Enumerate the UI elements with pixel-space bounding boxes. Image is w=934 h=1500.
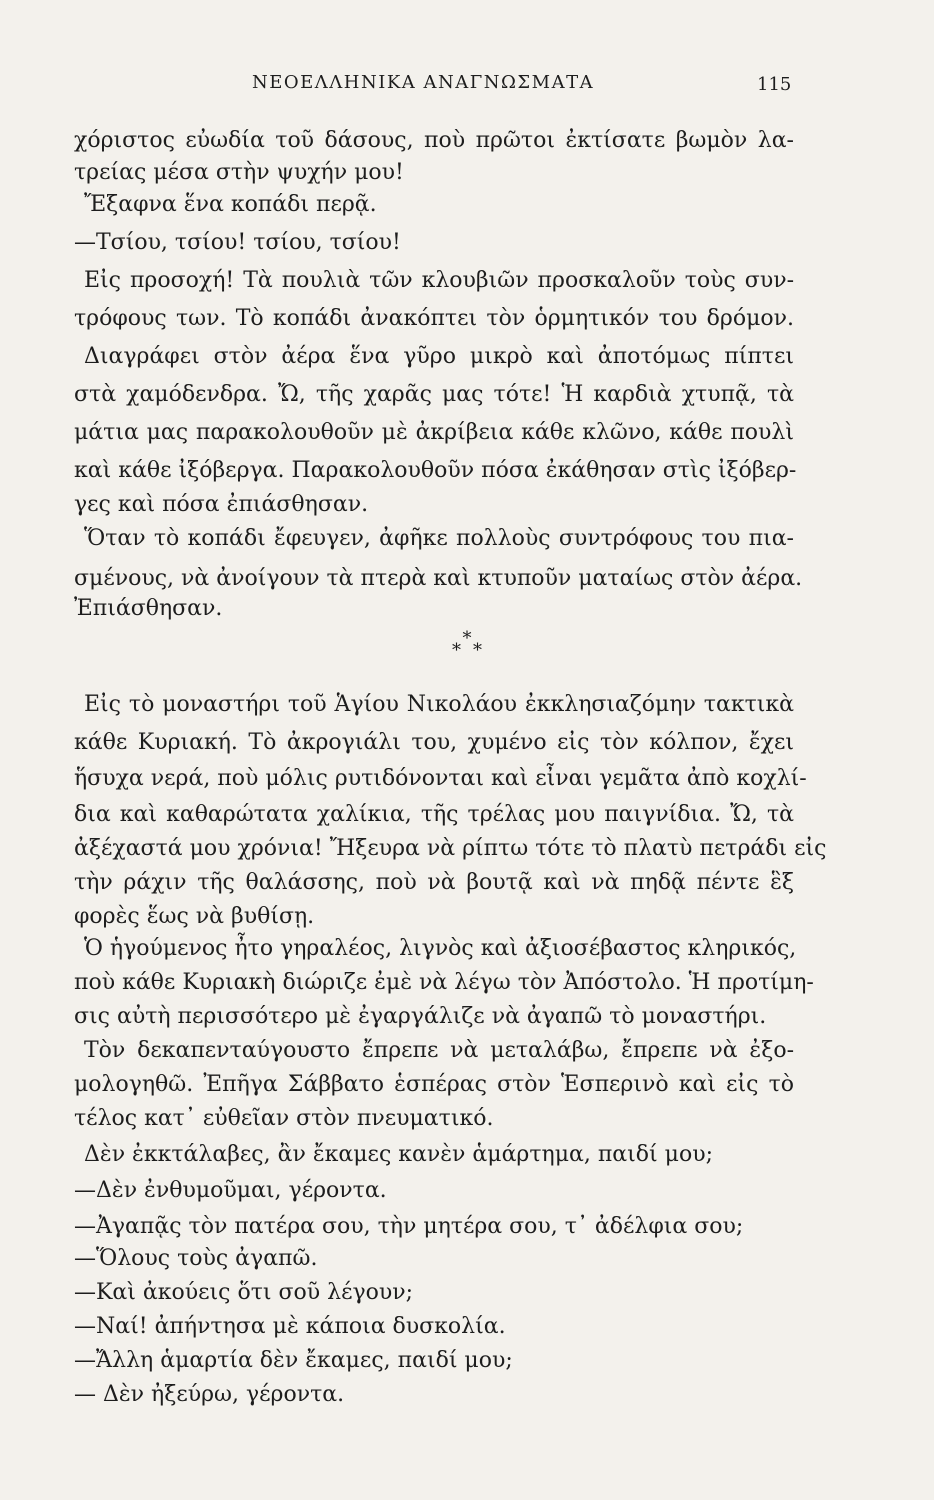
text-line: ποὺ κάθε Κυριακὴ διώριζε ἐμὲ νὰ λέγω τὸν Ἀπόστολο. Ἡ προτίμη- [74, 970, 814, 995]
section-separator-bottom [0, 640, 934, 661]
text-line: χόριστος εὐωδία τοῦ δάσους, ποὺ πρῶτοι ἐκτίσατε βωμὸν λα- [74, 128, 794, 153]
text-line: δια καὶ καθαρώτατα χαλίκια, τῆς τρέλας μου παιγνίδια. Ὤ, τὰ [74, 802, 794, 827]
text-line: Ὁ ἡγούμενος ἦτο γηραλέος, λιγνὸς καὶ ἀξιοσέβαστος κληρικός, [84, 936, 797, 961]
text-line: μολογηθῶ. Ἐπῆγα Σάββατο ἑσπέρας στὸν Ἑσπερινὸ καὶ εἰς τὸ [74, 1072, 794, 1097]
text-line: Ὅταν τὸ κοπάδι ἔφευγεν, ἀφῆκε πολλοὺς συντρόφους του πια- [84, 526, 794, 551]
asterisk: * [473, 640, 482, 661]
text-line: —Καὶ ἀκούεις ὅτι σοῦ λέγουν; [74, 1280, 414, 1305]
text-line: καὶ κάθε ἰξόβεργα. Παρακολουθοῦν πόσα ἐκάθησαν στὶς ἰξόβερ- [74, 458, 797, 483]
text-line: φορὲς ἕως νὰ βυθίσῃ. [74, 904, 315, 929]
text-line: —Ἀγαπᾷς τὸν πατέρα σου, τὴν μητέρα σου, τ᾽ ἀδέλφια σου; [74, 1214, 744, 1239]
text-line: —Δὲν ἐνθυμοῦμαι, γέροντα. [74, 1178, 387, 1203]
text-line: Διαγράφει στὸν ἀέρα ἕνα γῦρο μικρὸ καὶ ἀποτόμως πίπτει [84, 344, 794, 369]
text-line: Ἔξαφνα ἕνα κοπάδι περᾷ. [84, 192, 377, 217]
text-line: Ἐπιάσθησαν. [74, 596, 223, 621]
text-line: Τὸν δεκαπενταύγουστο ἔπρεπε νὰ μεταλάβω, ἔπρεπε νὰ ἐξο- [84, 1038, 794, 1063]
asterisk: * [462, 628, 472, 649]
asterisk: * [452, 640, 461, 661]
text-line: ἥσυχα νερά, ποὺ μόλις ρυτιδόνονται καὶ εἶναι γεμᾶτα ἀπὸ κοχλί- [74, 766, 807, 791]
text-line: σμένους, νὰ ἀνοίγουν τὰ πτερὰ καὶ κτυποῦν ματαίως στὸν ἀέρα. [74, 566, 803, 591]
text-line: τρείας μέσα στὴν ψυχήν μου! [74, 160, 404, 185]
text-line: —Ἄλλη ἁμαρτία δὲν ἔκαμες, παιδί μου; [74, 1348, 513, 1373]
text-line: ἀξέχαστά μου χρόνια! Ἤξευρα νὰ ρίπτω τότε τὸ πλατὺ πετράδι εἰς [74, 836, 827, 861]
text-line: στὰ χαμόδενδρα. Ὤ, τῆς χαρᾶς μας τότε! Ἡ καρδιὰ χτυπᾷ, τὰ [74, 382, 794, 407]
running-header [0, 72, 934, 102]
text-line: μάτια μας παρακολουθοῦν μὲ ἀκρίβεια κάθε κλῶνο, κάθε πουλὶ [74, 420, 794, 445]
text-line: —Τσίου, τσίου! τσίου, τσίου! [74, 230, 401, 255]
running-title: ΝΕΟΕΛΛΗΝΙΚΑ ΑΝΑΓΝΩΣΜΑΤΑ [252, 72, 595, 93]
text-line: σις αὐτὴ περισσότερο μὲ ἐγαργάλιζε νὰ ἀγαπῶ τὸ μοναστήρι. [74, 1004, 767, 1029]
text-line: —Ὅλους τοὺς ἀγαπῶ. [74, 1246, 318, 1271]
text-line: γες καὶ πόσα ἐπιάσθησαν. [74, 492, 369, 517]
text-line: Εἰς τὸ μοναστήρι τοῦ Ἁγίου Νικολάου ἐκκλησιαζόμην τακτικὰ [84, 692, 794, 717]
text-line: κάθε Κυριακή. Τὸ ἀκρογιάλι του, χυμένο εἰς τὸν κόλπον, ἔχει [74, 730, 794, 755]
text-line: — Δὲν ἠξεύρω, γέροντα. [74, 1382, 345, 1407]
text-line: Δὲν ἐκκτάλαβες, ἂν ἔκαμες κανὲν ἁμάρτημα, παιδί μου; [84, 1142, 713, 1167]
text-line: τρόφους των. Τὸ κοπάδι ἀνακόπτει τὸν ὁρμητικόν του δρόμον. [74, 306, 794, 331]
page-number: 115 [757, 74, 792, 95]
text-line: τέλος κατ᾽ εὐθεῖαν στὸν πνευματικό. [74, 1106, 494, 1131]
text-line: Εἰς προσοχή! Τὰ πουλιὰ τῶν κλουβιῶν προσκαλοῦν τοὺς συν- [84, 268, 794, 293]
text-line: —Ναί! ἀπήντησα μὲ κάποια δυσκολία. [74, 1314, 506, 1339]
text-line: τὴν ράχιν τῆς θαλάσσης, ποὺ νὰ βουτᾷ καὶ νὰ πηδᾷ πέντε ἓξ [74, 870, 794, 895]
